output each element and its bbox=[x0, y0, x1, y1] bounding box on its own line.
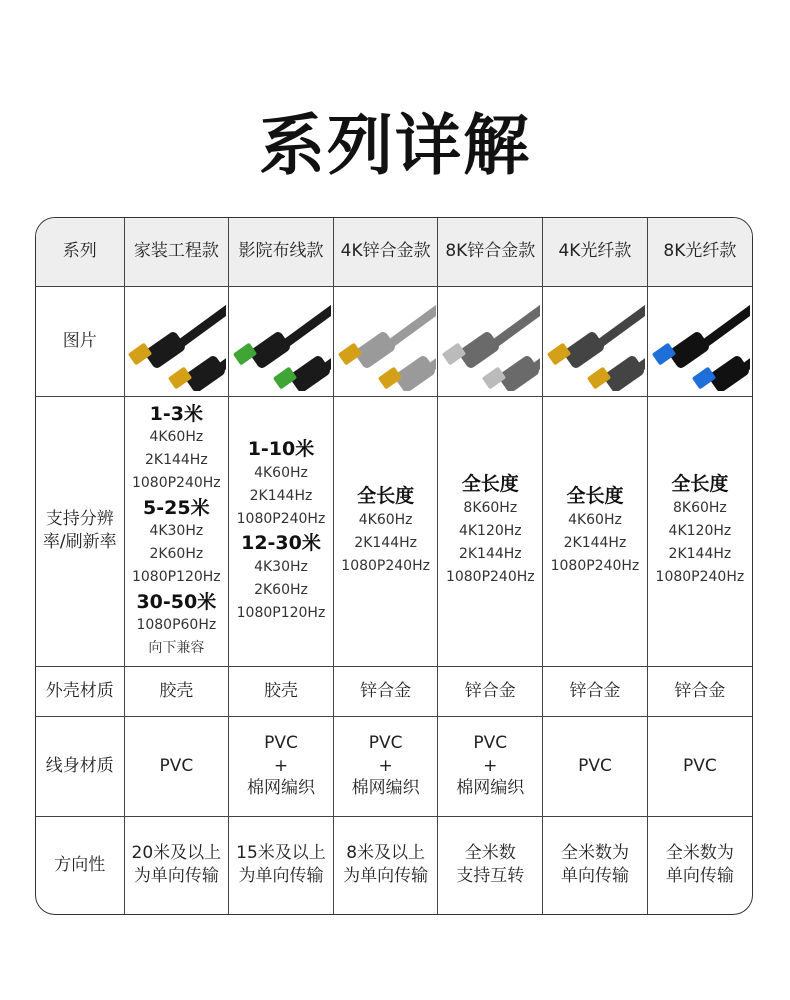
cell-line: 为单向传输 bbox=[238, 866, 324, 887]
resolution-cell bbox=[229, 396, 334, 666]
shell-material: 胶壳 bbox=[124, 666, 229, 716]
product-image-cell bbox=[438, 286, 543, 396]
hdmi-cable-zinc-alloy-8k-icon bbox=[440, 291, 540, 391]
resolution-spec: 8K60Hz bbox=[673, 500, 727, 517]
resolution-spec: 4K30Hz bbox=[254, 558, 308, 575]
length-range: 全长度 bbox=[671, 473, 729, 496]
row-shell bbox=[36, 666, 752, 716]
resolution-spec: 4K30Hz bbox=[149, 523, 204, 540]
resolution-spec: 4K60Hz bbox=[149, 429, 204, 446]
series-name: 8K锌合金款 bbox=[438, 218, 543, 286]
shell-material: 锌合金 bbox=[438, 666, 543, 716]
cell-line: 全米数 bbox=[464, 843, 516, 864]
cell-line: 棉网编织 bbox=[246, 778, 315, 799]
cable-body-material bbox=[333, 716, 438, 816]
resolution-spec: 2K144Hz bbox=[458, 546, 522, 563]
page-title: 系列详解 bbox=[259, 107, 531, 184]
row-header-image: 图片 bbox=[36, 286, 124, 396]
direction-info bbox=[647, 816, 752, 914]
resolution-spec: 4K60Hz bbox=[254, 464, 308, 481]
resolution-cell bbox=[333, 396, 438, 666]
resolution-spec: 8K60Hz bbox=[463, 500, 518, 517]
cable-body-material bbox=[647, 716, 752, 816]
cell-line: 全米数为 bbox=[665, 843, 734, 864]
resolution-spec: 4K60Hz bbox=[568, 511, 622, 528]
cell-line: 15米及以上 bbox=[236, 843, 326, 864]
hdmi-cable-fiber-4k-icon bbox=[545, 291, 645, 391]
cell-line: PVC bbox=[578, 755, 612, 776]
row-header-direction: 方向性 bbox=[36, 816, 124, 914]
row-header-series: 系列 bbox=[36, 218, 124, 286]
resolution-spec: 4K120Hz bbox=[668, 523, 732, 540]
row-header-shell: 外壳材质 bbox=[36, 666, 124, 716]
resolution-spec: 1080P240Hz bbox=[341, 557, 430, 574]
cell-line: 全米数为 bbox=[560, 843, 629, 864]
cell-line: + bbox=[483, 755, 498, 776]
resolution-spec: 1080P240Hz bbox=[655, 569, 745, 586]
row-header-resolution bbox=[36, 396, 124, 666]
cell-line: PVC bbox=[368, 732, 403, 753]
resolution-spec: 2K144Hz bbox=[354, 534, 417, 551]
resolution-spec: 向下兼容 bbox=[148, 640, 205, 657]
resolution-spec: 2K144Hz bbox=[249, 487, 313, 504]
length-range: 全长度 bbox=[357, 485, 415, 508]
cell-line: + bbox=[378, 755, 393, 776]
row-header-resolution-line2: 率/刷新率 bbox=[42, 532, 117, 552]
cell-line: 棉网编织 bbox=[351, 778, 420, 799]
resolution-spec: 1080P240Hz bbox=[445, 569, 535, 586]
cable-body-material bbox=[543, 716, 648, 816]
resolution-spec: 2K60Hz bbox=[149, 546, 204, 563]
row-image bbox=[36, 286, 752, 396]
cell-line: PVC bbox=[264, 732, 298, 753]
series-name: 4K锌合金款 bbox=[333, 218, 438, 286]
row-cable-body bbox=[36, 716, 752, 816]
resolution-spec: 2K144Hz bbox=[144, 452, 208, 469]
resolution-spec: 4K120Hz bbox=[458, 523, 522, 540]
resolution-spec: 1080P120Hz bbox=[131, 569, 221, 586]
resolution-spec: 1080P240Hz bbox=[131, 475, 221, 492]
shell-material: 胶壳 bbox=[229, 666, 334, 716]
series-name: 4K光纤款 bbox=[543, 218, 648, 286]
length-range: 全长度 bbox=[566, 485, 624, 508]
shell-material: 锌合金 bbox=[647, 666, 752, 716]
cell-line: PVC bbox=[473, 732, 508, 753]
resolution-cell bbox=[124, 396, 229, 666]
length-range: 5-25米 bbox=[143, 496, 210, 519]
series-comparison-table bbox=[35, 217, 753, 915]
cell-line: 为单向传输 bbox=[133, 866, 219, 887]
cable-body-material bbox=[438, 716, 543, 816]
product-image-cell bbox=[124, 286, 229, 396]
hdmi-cable-zinc-alloy-4k-icon bbox=[336, 291, 436, 391]
cell-line: 棉网编织 bbox=[456, 778, 525, 799]
cell-line: 单向传输 bbox=[665, 866, 734, 887]
resolution-spec: 2K144Hz bbox=[668, 546, 732, 563]
row-direction bbox=[36, 816, 752, 914]
resolution-cell bbox=[543, 396, 648, 666]
product-image-cell bbox=[543, 286, 648, 396]
resolution-spec: 1080P120Hz bbox=[236, 604, 326, 621]
cell-line: 为单向传输 bbox=[343, 866, 429, 887]
resolution-cell bbox=[438, 396, 543, 666]
length-range: 12-30米 bbox=[241, 532, 321, 554]
hdmi-cable-green-icon bbox=[231, 291, 331, 391]
row-series bbox=[36, 218, 752, 286]
resolution-spec: 2K60Hz bbox=[254, 581, 308, 598]
series-name: 家装工程款 bbox=[124, 218, 229, 286]
resolution-spec: 4K60Hz bbox=[358, 511, 413, 528]
cable-body-material bbox=[229, 716, 334, 816]
cell-line: PVC bbox=[683, 755, 717, 776]
direction-info bbox=[438, 816, 543, 914]
resolution-cell bbox=[647, 396, 752, 666]
shell-material: 锌合金 bbox=[333, 666, 438, 716]
direction-info bbox=[333, 816, 438, 914]
length-range: 1-3米 bbox=[149, 402, 203, 425]
resolution-spec: 2K144Hz bbox=[563, 534, 627, 551]
direction-info bbox=[124, 816, 229, 914]
length-range: 全长度 bbox=[461, 473, 519, 496]
product-image-cell bbox=[229, 286, 334, 396]
cell-line: PVC bbox=[159, 755, 194, 776]
length-range: 30-50米 bbox=[136, 590, 217, 613]
cell-line: 8米及以上 bbox=[346, 843, 426, 864]
row-header-resolution-line1: 支持分辨 bbox=[45, 509, 114, 530]
hdmi-cable-black-icon bbox=[126, 291, 226, 391]
product-image-cell bbox=[647, 286, 752, 396]
resolution-spec: 1080P240Hz bbox=[550, 557, 640, 574]
direction-info bbox=[543, 816, 648, 914]
resolution-spec: 1080P240Hz bbox=[236, 510, 326, 527]
cell-line: + bbox=[273, 755, 289, 776]
cell-line: 20米及以上 bbox=[131, 843, 222, 864]
series-name: 影院布线款 bbox=[229, 218, 334, 286]
series-name: 8K光纤款 bbox=[647, 218, 752, 286]
direction-info bbox=[229, 816, 334, 914]
product-image-cell bbox=[333, 286, 438, 396]
length-range: 1-10米 bbox=[247, 438, 315, 461]
resolution-spec: 1080P60Hz bbox=[136, 617, 217, 634]
shell-material: 锌合金 bbox=[543, 666, 648, 716]
cable-body-material bbox=[124, 716, 229, 816]
row-resolution bbox=[36, 396, 752, 666]
cell-line: 单向传输 bbox=[560, 866, 629, 887]
hdmi-cable-fiber-8k-icon bbox=[650, 291, 750, 391]
row-header-cable-body: 线身材质 bbox=[36, 716, 124, 816]
cell-line: 支持互转 bbox=[456, 866, 525, 887]
